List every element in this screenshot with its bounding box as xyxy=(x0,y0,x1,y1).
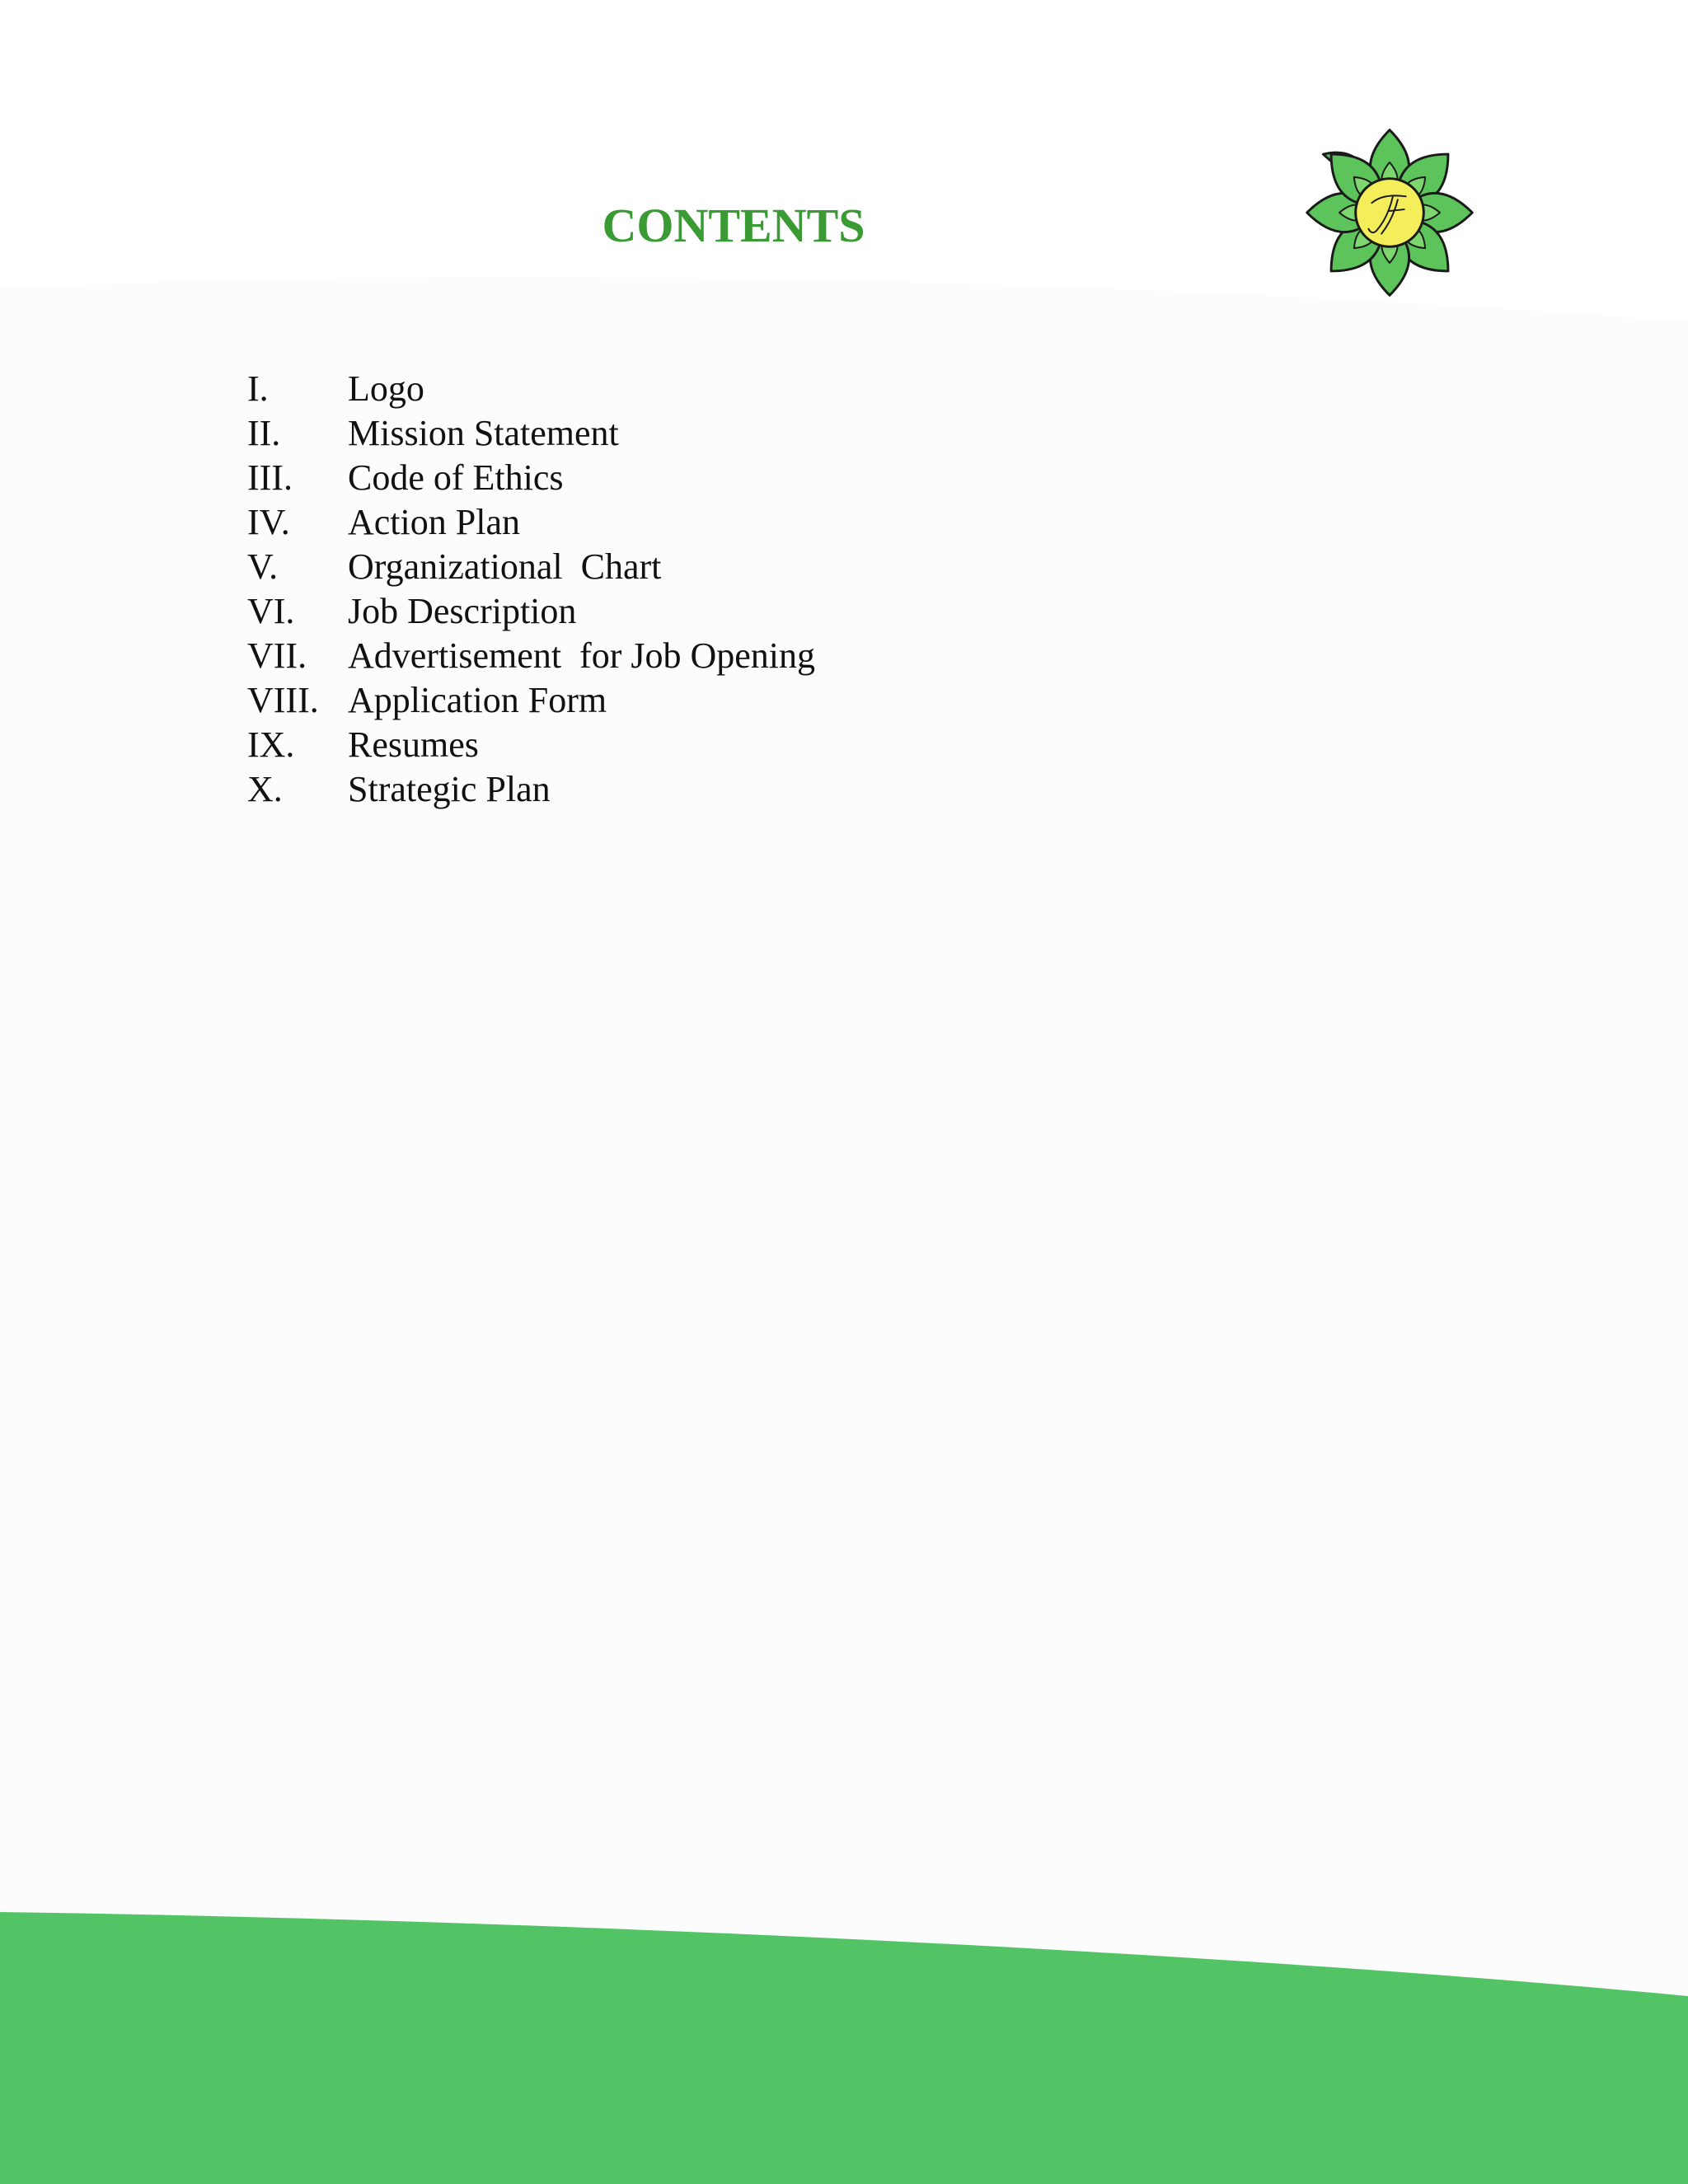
list-item[interactable] xyxy=(247,500,815,545)
item-numeral: I. xyxy=(247,368,269,409)
table-of-contents xyxy=(247,367,815,812)
item-numeral: VI. xyxy=(247,591,295,631)
item-label: Organizational Chart xyxy=(348,546,662,587)
item-numeral: II. xyxy=(247,413,281,453)
item-numeral: III. xyxy=(247,457,293,498)
lotus-logo-icon xyxy=(1292,115,1487,310)
item-numeral: IX. xyxy=(247,724,295,765)
item-label: Action Plan xyxy=(348,502,520,542)
item-label: Code of Ethics xyxy=(348,457,564,498)
list-item[interactable] xyxy=(247,723,815,767)
list-item[interactable] xyxy=(247,767,815,812)
item-label: Strategic Plan xyxy=(348,769,551,809)
item-label: Logo xyxy=(348,368,424,409)
item-label: Job Description xyxy=(348,591,577,631)
item-numeral: X. xyxy=(247,769,283,809)
item-numeral: VII. xyxy=(247,635,307,676)
list-item[interactable] xyxy=(247,678,815,723)
list-item[interactable] xyxy=(247,411,815,456)
item-label: Mission Statement xyxy=(348,413,619,453)
list-item[interactable] xyxy=(247,456,815,500)
item-numeral: VIII. xyxy=(247,680,319,720)
page-title: CONTENTS xyxy=(602,199,865,252)
item-numeral: V. xyxy=(247,546,279,587)
item-numeral: IV. xyxy=(247,502,290,542)
list-item[interactable] xyxy=(247,367,815,411)
item-label: Advertisement for Job Opening xyxy=(348,635,815,676)
list-item[interactable] xyxy=(247,634,815,678)
list-item[interactable] xyxy=(247,589,815,634)
item-label: Application Form xyxy=(348,680,607,720)
footer-wave xyxy=(0,1896,1688,2184)
list-item[interactable] xyxy=(247,545,815,589)
item-label: Resumes xyxy=(348,724,479,765)
